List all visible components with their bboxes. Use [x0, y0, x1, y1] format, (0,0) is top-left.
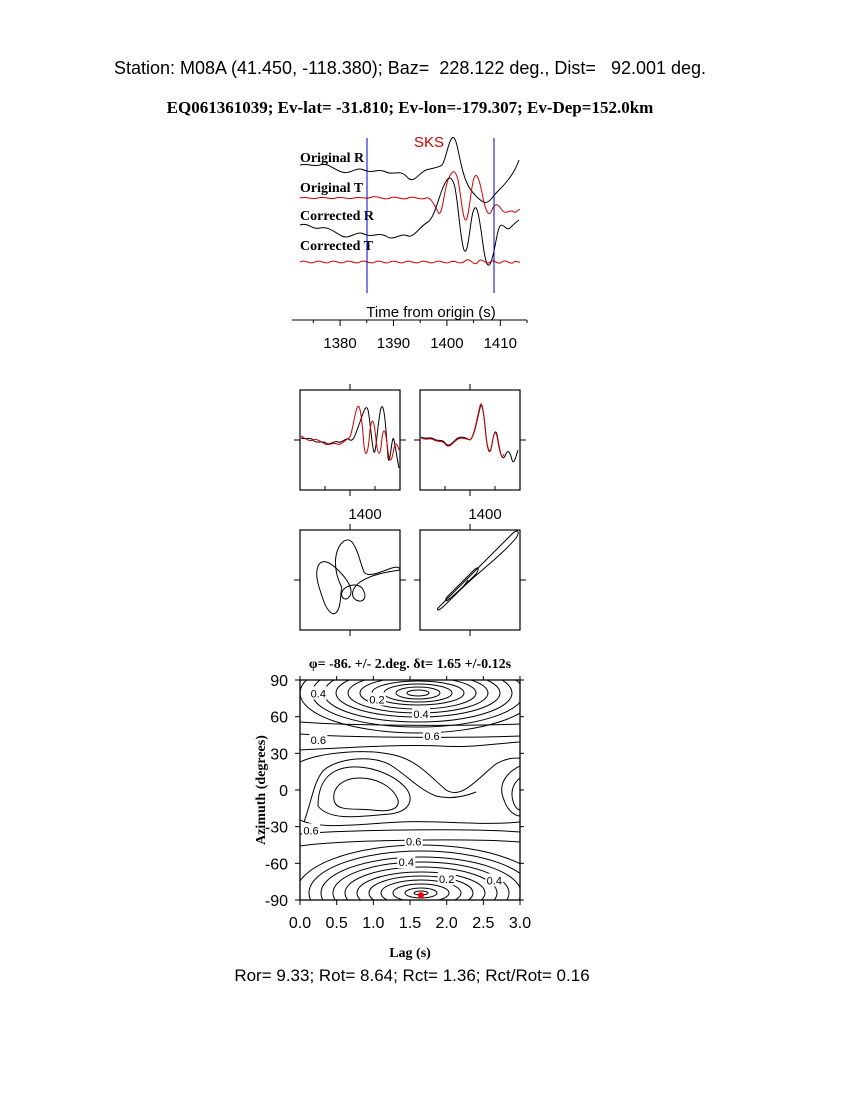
contour-label: 0.4 — [310, 688, 326, 701]
contour-x-tick-label: 2.0 — [435, 915, 458, 932]
time-tick-label: 1410 — [483, 335, 517, 352]
best-fit-point — [418, 892, 424, 898]
time-axis-ticks — [313, 320, 527, 352]
contour-y-tick-label: -30 — [264, 819, 288, 837]
waveform-overlay-panel-original — [294, 384, 406, 523]
time-axis-label: Time from origin (s) — [366, 304, 496, 321]
contour-x-axis — [289, 676, 531, 932]
contour-label: 0.6 — [303, 825, 319, 838]
trace-label-corrected-r: Corrected R — [300, 209, 374, 224]
contour-y-axis — [265, 673, 524, 910]
contour-label: 0.4 — [413, 709, 429, 722]
contour-x-tick-label: 3.0 — [508, 915, 532, 932]
trace-corrected-t — [300, 260, 520, 264]
contour-y-tick-label: 90 — [270, 673, 288, 690]
trace-label-original-r: Original R — [300, 151, 365, 166]
contour-title: φ= -86. +/- 2.deg. δt= 1.65 +/-0.12s — [308, 657, 512, 672]
time-tick-label: 1390 — [376, 335, 411, 352]
contour-label: 0.2 — [439, 874, 455, 887]
contour-label: 0.2 — [369, 694, 385, 707]
contour-x-tick-label: 1.0 — [362, 915, 385, 932]
contour-y-axis-label: Azimuth (degrees) — [254, 735, 269, 845]
contour-label: 0.6 — [310, 734, 326, 747]
contour-label: 0.6 — [424, 731, 440, 744]
sks-phase-label: SKS — [414, 134, 445, 151]
contour-y-tick-label: 0 — [279, 783, 288, 800]
particle-motion-trace-original — [317, 540, 400, 614]
contour-group-middle — [300, 742, 520, 826]
trace-label-corrected-t: Corrected T — [300, 239, 373, 254]
particle-motion-frame-original — [300, 530, 400, 630]
contour-x-tick-label: 0.0 — [288, 915, 312, 932]
contour-label: 0.6 — [406, 836, 422, 849]
waveform-overlay-tick-label-original: 1400 — [348, 506, 382, 523]
contour-x-tick-label: 1.5 — [398, 915, 422, 932]
contour-x-axis-label: Lag (s) — [389, 946, 431, 961]
waveform-overlay-panel-corrected — [414, 384, 526, 523]
seismogram-panel — [292, 134, 527, 352]
waveform-overlay-red-corrected — [421, 404, 504, 456]
waveform-overlay-black-corrected — [421, 406, 518, 462]
contour-x-tick-label: 0.5 — [325, 915, 348, 932]
trace-label-original-t: Original T — [300, 181, 364, 196]
contour-label: 0.4 — [486, 875, 502, 888]
contour-x-tick-label: 2.5 — [472, 915, 495, 932]
contour-y-tick-label: -90 — [264, 893, 288, 910]
time-tick-label: 1380 — [323, 335, 357, 352]
event-info-line: EQ061361039; Ev-lat= -31.810; Ev-lon=-179.307; Ev-Dep=152.0km — [166, 98, 654, 117]
ratio-summary: Ror= 9.33; Rot= 8.64; Rct= 1.36; Rct/Rot= 0.16 — [234, 966, 590, 985]
contour-label: 0.4 — [398, 857, 414, 870]
station-info-line: Station: M08A (41.450, -118.380); Baz= 228.122 deg., Dist= 92.001 deg. — [113, 58, 707, 78]
particle-motion-panel-corrected — [414, 524, 526, 636]
particle-motion-panel-original — [294, 524, 406, 636]
misfit-contour-panel — [254, 653, 546, 961]
time-tick-label: 1400 — [430, 335, 464, 352]
particle-motion-trace-corrected — [437, 531, 518, 610]
contour-y-tick-label: 30 — [270, 746, 288, 764]
contour-y-tick-label: -60 — [264, 856, 288, 874]
waveform-overlay-tick-label-corrected: 1400 — [468, 506, 502, 523]
contour-y-tick-label: 60 — [270, 709, 288, 727]
